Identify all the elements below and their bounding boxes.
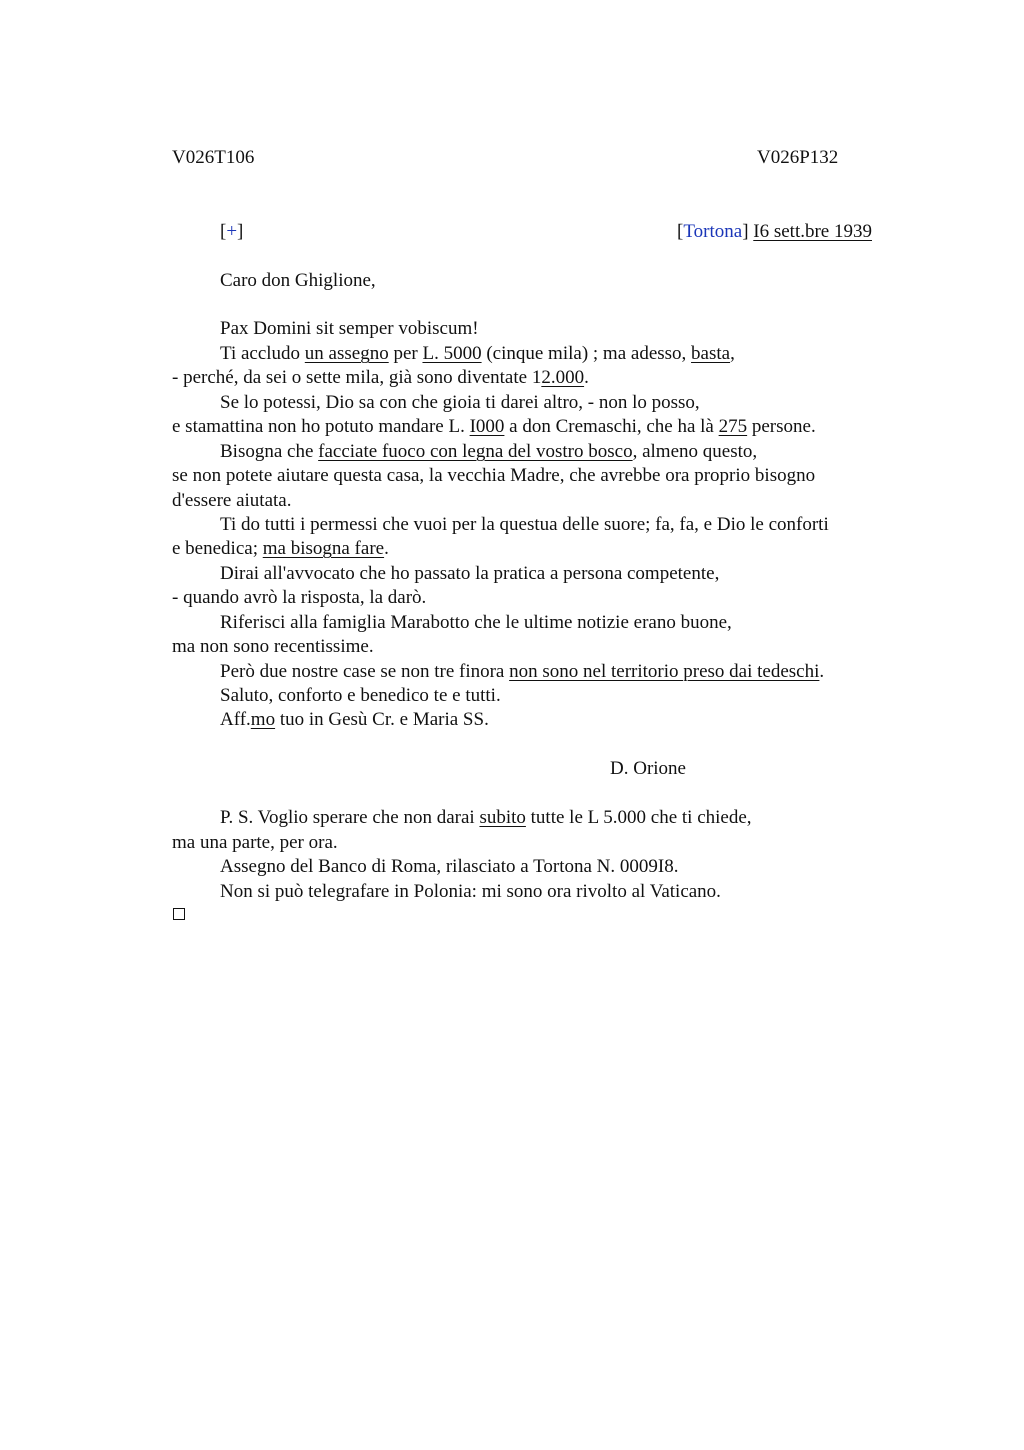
body-line: Se lo potessi, Dio sa con che gioia ti darei altro, - non lo posso, bbox=[220, 392, 700, 413]
bracket-open: [ bbox=[220, 221, 227, 242]
letter-date: I6 sett.bre 1939 bbox=[753, 221, 872, 242]
body-line: Pax Domini sit semper vobiscum! bbox=[220, 318, 479, 339]
signature: D. Orione bbox=[610, 758, 686, 779]
page-code-right: V026P132 bbox=[757, 147, 839, 168]
plus-link[interactable]: + bbox=[226, 221, 238, 242]
end-marker-box-icon bbox=[173, 908, 185, 920]
closing-line: Aff.mo tuo in Gesù Cr. e Maria SS. bbox=[220, 709, 489, 730]
dateline bbox=[677, 220, 872, 244]
bracket-open: [ bbox=[677, 221, 684, 242]
body-line: Saluto, conforto e benedico te e tutti. bbox=[220, 685, 501, 706]
body-line: e stamattina non ho potuto mandare L. I000 a don Cremaschi, che ha là 275 persone. bbox=[172, 416, 816, 437]
postscript-line: Non si può telegrafare in Polonia: mi sono ora rivolto al Vaticano. bbox=[220, 881, 721, 902]
body-line: Ti accludo un assegno per L. 5000 (cinque mila) ; ma adesso, basta, bbox=[220, 343, 735, 364]
bracket-close: ] bbox=[742, 221, 749, 242]
postscript-line: ma una parte, per ora. bbox=[172, 832, 338, 853]
body-line: Riferisci alla famiglia Marabotto che le ultime notizie erano buone, bbox=[220, 612, 732, 633]
postscript-line: P. S. Voglio sperare che non darai subito tutte le L 5.000 che ti chiede, bbox=[220, 807, 752, 828]
body-line: se non potete aiutare questa casa, la vecchia Madre, che avrebbe ora proprio bisogno bbox=[172, 465, 816, 486]
body-line: Ti do tutti i permessi che vuoi per la questua delle suore; fa, fa, e Dio le conforti bbox=[220, 514, 829, 535]
document-code-left: V026T106 bbox=[172, 147, 255, 168]
bracket-close: ] bbox=[237, 221, 244, 242]
body-line: Bisogna che facciate fuoco con legna del vostro bosco, almeno questo, bbox=[220, 441, 758, 462]
body-line: Però due nostre case se non tre finora non sono nel territorio preso dai tedeschi. bbox=[220, 661, 825, 682]
body-line: Dirai all'avvocato che ho passato la pratica a persona competente, bbox=[220, 563, 720, 584]
postscript-line: Assegno del Banco di Roma, rilasciato a Tortona N. 0009I8. bbox=[220, 856, 679, 877]
place-link[interactable]: Tortona bbox=[683, 221, 743, 242]
body-line: e benedica; ma bisogna fare. bbox=[172, 538, 389, 559]
plus-marker bbox=[220, 220, 243, 244]
body-line: - quando avrò la risposta, la darò. bbox=[172, 587, 427, 608]
body-line: - perché, da sei o sette mila, già sono diventate 12.000. bbox=[172, 367, 589, 388]
body-line: d'essere aiutata. bbox=[172, 490, 292, 511]
body-line: ma non sono recentissime. bbox=[172, 636, 374, 657]
salutation: Caro don Ghiglione, bbox=[220, 270, 376, 291]
